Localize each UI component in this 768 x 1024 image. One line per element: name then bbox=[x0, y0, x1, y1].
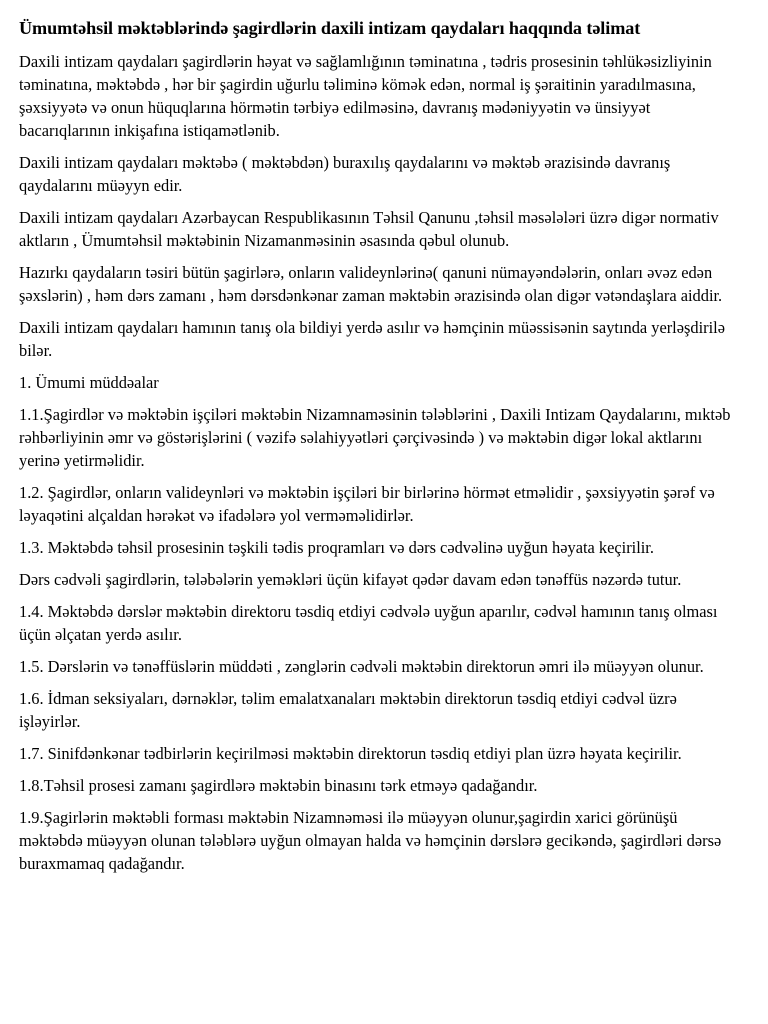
clause-1-3: 1.3. Məktəbdə təhsil prosesinin təşkili tədis proqramları və dərs cədvəlinə uyğun həyata keçirilir. bbox=[19, 538, 654, 557]
clause-1-3-schedule-note: Dərs cədvəli şagirdlərin, tələbələrin yeməkləri üçün kifayət qədər davam edən tənəffüs nəzərdə tutur. bbox=[19, 570, 682, 589]
section-heading-general-provisions: 1. Ümumi müddəalar bbox=[19, 373, 159, 392]
document-title: Ümumtəhsil məktəblərində şagirdlərin daxili intizam qaydaları haqqında təlimat bbox=[19, 18, 641, 38]
clause-1-9: 1.9.Şagirlərin məktəbli forması məktəbin Nizamnəməsi ilə müəyyən olunur,şagirdin xarici görünüşü məktəbdə müəyyən olunan tələblərə uyğun olmayan halda və həmçinin dərslərə gecikəndə, şagirdləri dərsə buraxmamaq qadağandır. bbox=[19, 808, 722, 873]
clause-1-7: 1.7. Sinifdənkənar tədbirlərin keçirilməsi məktəbin direktorun təsdiq etdiyi plan üzrə həyata keçirilir. bbox=[19, 744, 682, 763]
paragraph-intro-scope: Daxili intizam qaydaları məktəbə ( məktəbdən) buraxılış qaydalarını və məktəb ərazisində davranış qaydalarını müəyyn edir. bbox=[19, 153, 671, 195]
clause-1-4: 1.4. Məktəbdə dərslər məktəbin direktoru təsdiq etdiyi cədvələ uyğun aparılır, cədvəl hamının tanış olması üçün əlçatan yerdə asılır. bbox=[19, 602, 718, 644]
clause-1-2: 1.2. Şagirdlər, onların valideynləri və məktəbin işçiləri bir birlərinə hörmət etməlidir , şəxsiyyətin şərəf və ləyaqətini alçaldan hərəkət və ifadələrə yol verməməlidirlər. bbox=[19, 483, 715, 525]
paragraph-intro-purpose: Daxili intizam qaydaları şagirdlərin həyat və sağlamlığının təminatına , tədris prosesinin təhlükəsizliyinin təminatına, məktəbdə , hər bir şagirdin uğurlu təliminə kömək edən, normal iş şəraitinin yaradılmasına, şəxsiyyətə və onun hüquqlarına hörmətin tərbiyə edilməsinə, davranış mədəniyyətin və ünsiyyət bacarıqlarının inkişafına istiqamətlənib. bbox=[19, 52, 712, 140]
paragraph-intro-legal-basis: Daxili intizam qaydaları Azərbaycan Respublikasının Təhsil Qanunu ,təhsil məsələləri üzrə digər normativ aktların , Ümumtəhsil məktəbinin Nizamanməsinin əsasında qəbul olunub. bbox=[19, 208, 719, 250]
clause-1-5: 1.5. Dərslərin və tənəffüslərin müddəti , zənglərin cədvəli məktəbin direktorun əmri ilə müəyyən olunur. bbox=[19, 657, 704, 676]
clause-1-6: 1.6. İdman seksiyaları, dərnəklər, təlim emalatxanaları məktəbin direktorun təsdiq etdiyi cədvəl üzrə işləyirlər. bbox=[19, 689, 677, 731]
paragraph-intro-publication: Daxili intizam qaydaları hamının tanış ola bildiyi yerdə asılır və həmçinin müəssisənin saytında yerləşdirilə bilər. bbox=[19, 318, 725, 360]
paragraph-intro-applicability: Hazırkı qaydaların təsiri bütün şagirlərə, onların valideynlərinə( qanuni nümayəndələrin, onları əvəz edən şəxslərin) , həm dərs zamanı , həm dərsdənkənar zaman məktəbin ərazisində olan digər vətəndaşlara aiddir. bbox=[19, 263, 723, 305]
clause-1-8: 1.8.Təhsil prosesi zamanı şagirdlərə məktəbin binasını tərk etməyə qadağandır. bbox=[19, 776, 538, 795]
clause-1-1: 1.1.Şagirdlər və məktəbin işçiləri məktəbin Nizamnaməsinin tələblərini , Daxili Intizam Qaydalarını, mıktəb rəhbərliyinin əmr və göstərişlərini ( vəzifə səlahiyyətləri çərçivəsində ) və məktəbin digər lokal aktlarını yerinə yetirməlidir. bbox=[19, 405, 731, 470]
